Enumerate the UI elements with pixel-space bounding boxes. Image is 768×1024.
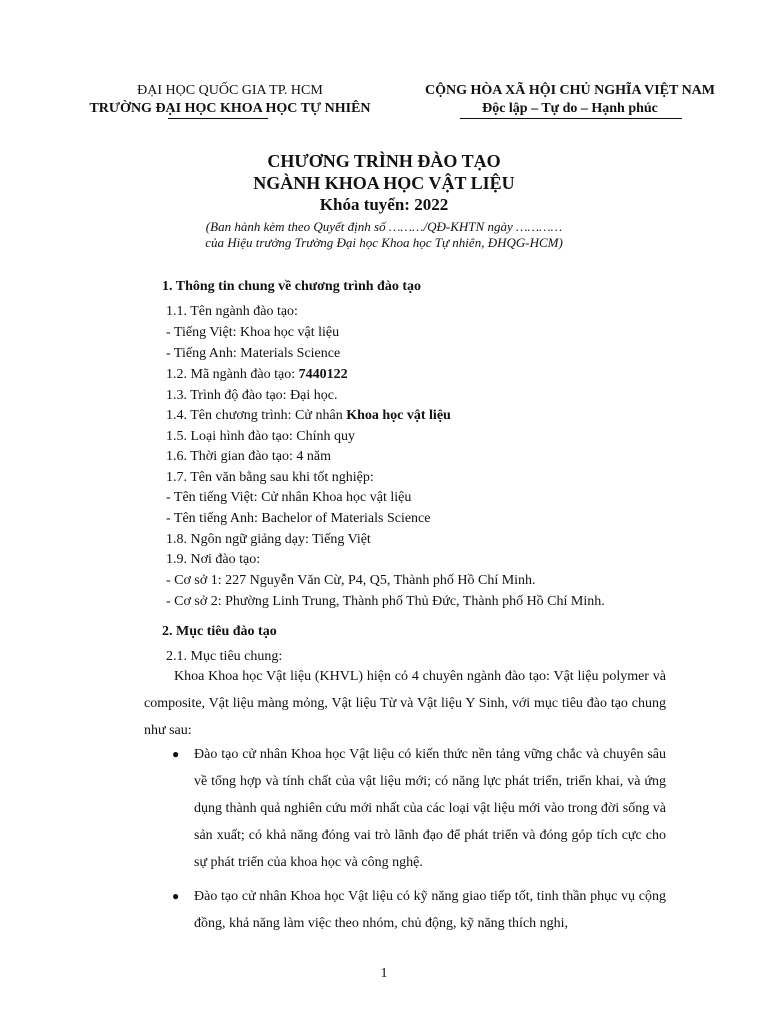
issuing-agency-name: TRƯỜNG ĐẠI HỌC KHOA HỌC TỰ NHIÊN — [89, 101, 371, 116]
doc-title-intake-year: Khóa tuyển: 2022 — [319, 195, 449, 214]
item-1-5: 1.5. Loại hình đào tạo: Chính quy — [166, 429, 355, 444]
item-1-4-label: 1.4. Tên chương trình: Cử nhân — [166, 408, 347, 423]
decision-note-line2: của Hiệu trưởng Trường Đại học Khoa học Tự nhiên, ĐHQG-HCM) — [205, 235, 563, 250]
doc-title-line2: NGÀNH KHOA HỌC VẬT LIỆU — [253, 173, 515, 193]
item-1-6: 1.6. Thời gian đào tạo: 4 năm — [166, 449, 332, 464]
national-motto-block — [370, 82, 768, 118]
objective-bullet-1: Đào tạo cử nhân Khoa học Vật liệu có kiến thức nền tảng vững chắc và chuyên sâu về tổng hợp và tính chất của vật liệu mới; có năng lực phát triển, triển khai, và ứng dụng thành quả nghiên cứu mới nhất của các loại vật liệu mới vào trong đời sống và sản xuất; có khả năng đóng vai trò lãnh đạo để phát triển và đóng góp tích cực cho sự phát triển của khoa học và công nghệ. — [194, 747, 666, 870]
item-1-4 — [166, 408, 451, 424]
page-number: 1 — [380, 966, 388, 981]
item-1-3: 1.3. Trình độ đào tạo: Đại học. — [166, 388, 338, 403]
national-motto: Độc lập – Tự do – Hạnh phúc — [482, 101, 658, 116]
item-1-1-en: - Tiếng Anh: Materials Science — [166, 346, 341, 361]
item-1-1-vi: - Tiếng Việt: Khoa học vật liệu — [166, 325, 340, 340]
section-1-heading: 1. Thông tin chung về chương trình đào tạo — [162, 279, 422, 294]
objectives-intro-paragraph: Khoa Khoa học Vật liệu (KHVL) hiện có 4 chuyên ngành đào tạo: Vật liệu polymer và composite, Vật liệu màng mỏng, Vật liệu Từ và Vật liệu Y Sinh, với mục tiêu đào tạo chung như sau: — [144, 669, 666, 738]
objective-bullet-2: Đào tạo cử nhân Khoa học Vật liệu có kỹ năng giao tiếp tốt, tinh thần phục vụ cộng đồng, khả năng làm việc theo nhóm, chủ động, kỹ năng thích nghi, — [194, 889, 666, 931]
agency-underline — [168, 118, 268, 119]
program-name: Khoa học vật liệu — [346, 408, 451, 423]
item-1-9: 1.9. Nơi đào tạo: — [166, 552, 261, 567]
section-2-heading: 2. Mục tiêu đào tạo — [162, 624, 277, 639]
item-1-9-campus-2: - Cơ sở 2: Phường Linh Trung, Thành phố Thủ Đức, Thành phố Hồ Chí Minh. — [166, 594, 605, 609]
program-code: 7440122 — [298, 367, 348, 382]
bullet-icon: ● — [172, 889, 180, 903]
doc-title-line1: CHƯƠNG TRÌNH ĐÀO TẠO — [267, 151, 501, 171]
item-2-1: 2.1. Mục tiêu chung: — [166, 649, 283, 664]
motto-underline — [460, 118, 682, 119]
item-1-1: 1.1. Tên ngành đào tạo: — [166, 304, 298, 319]
item-1-8: 1.8. Ngôn ngữ giảng dạy: Tiếng Việt — [166, 532, 371, 547]
issuing-agency-parent: ĐẠI HỌC QUỐC GIA TP. HCM — [137, 83, 323, 98]
item-1-9-campus-1: - Cơ sở 1: 227 Nguyễn Văn Cừ, P4, Q5, Thành phố Hồ Chí Minh. — [166, 573, 536, 588]
item-1-7-vi: - Tên tiếng Việt: Cử nhân Khoa học vật liệu — [166, 490, 412, 505]
item-1-7: 1.7. Tên văn bằng sau khi tốt nghiệp: — [166, 470, 374, 485]
item-1-2 — [166, 367, 348, 383]
country-name: CỘNG HÒA XÃ HỘI CHỦ NGHĨA VIỆT NAM — [424, 83, 715, 98]
decision-note-line1: (Ban hành kèm theo Quyết định số ………/QĐ-KHTN ngày ………… — [205, 219, 563, 234]
bullet-icon: ● — [172, 747, 180, 761]
item-1-2-label: 1.2. Mã ngành đào tạo: — [166, 367, 299, 382]
item-1-7-en: - Tên tiếng Anh: Bachelor of Materials Science — [166, 511, 431, 526]
